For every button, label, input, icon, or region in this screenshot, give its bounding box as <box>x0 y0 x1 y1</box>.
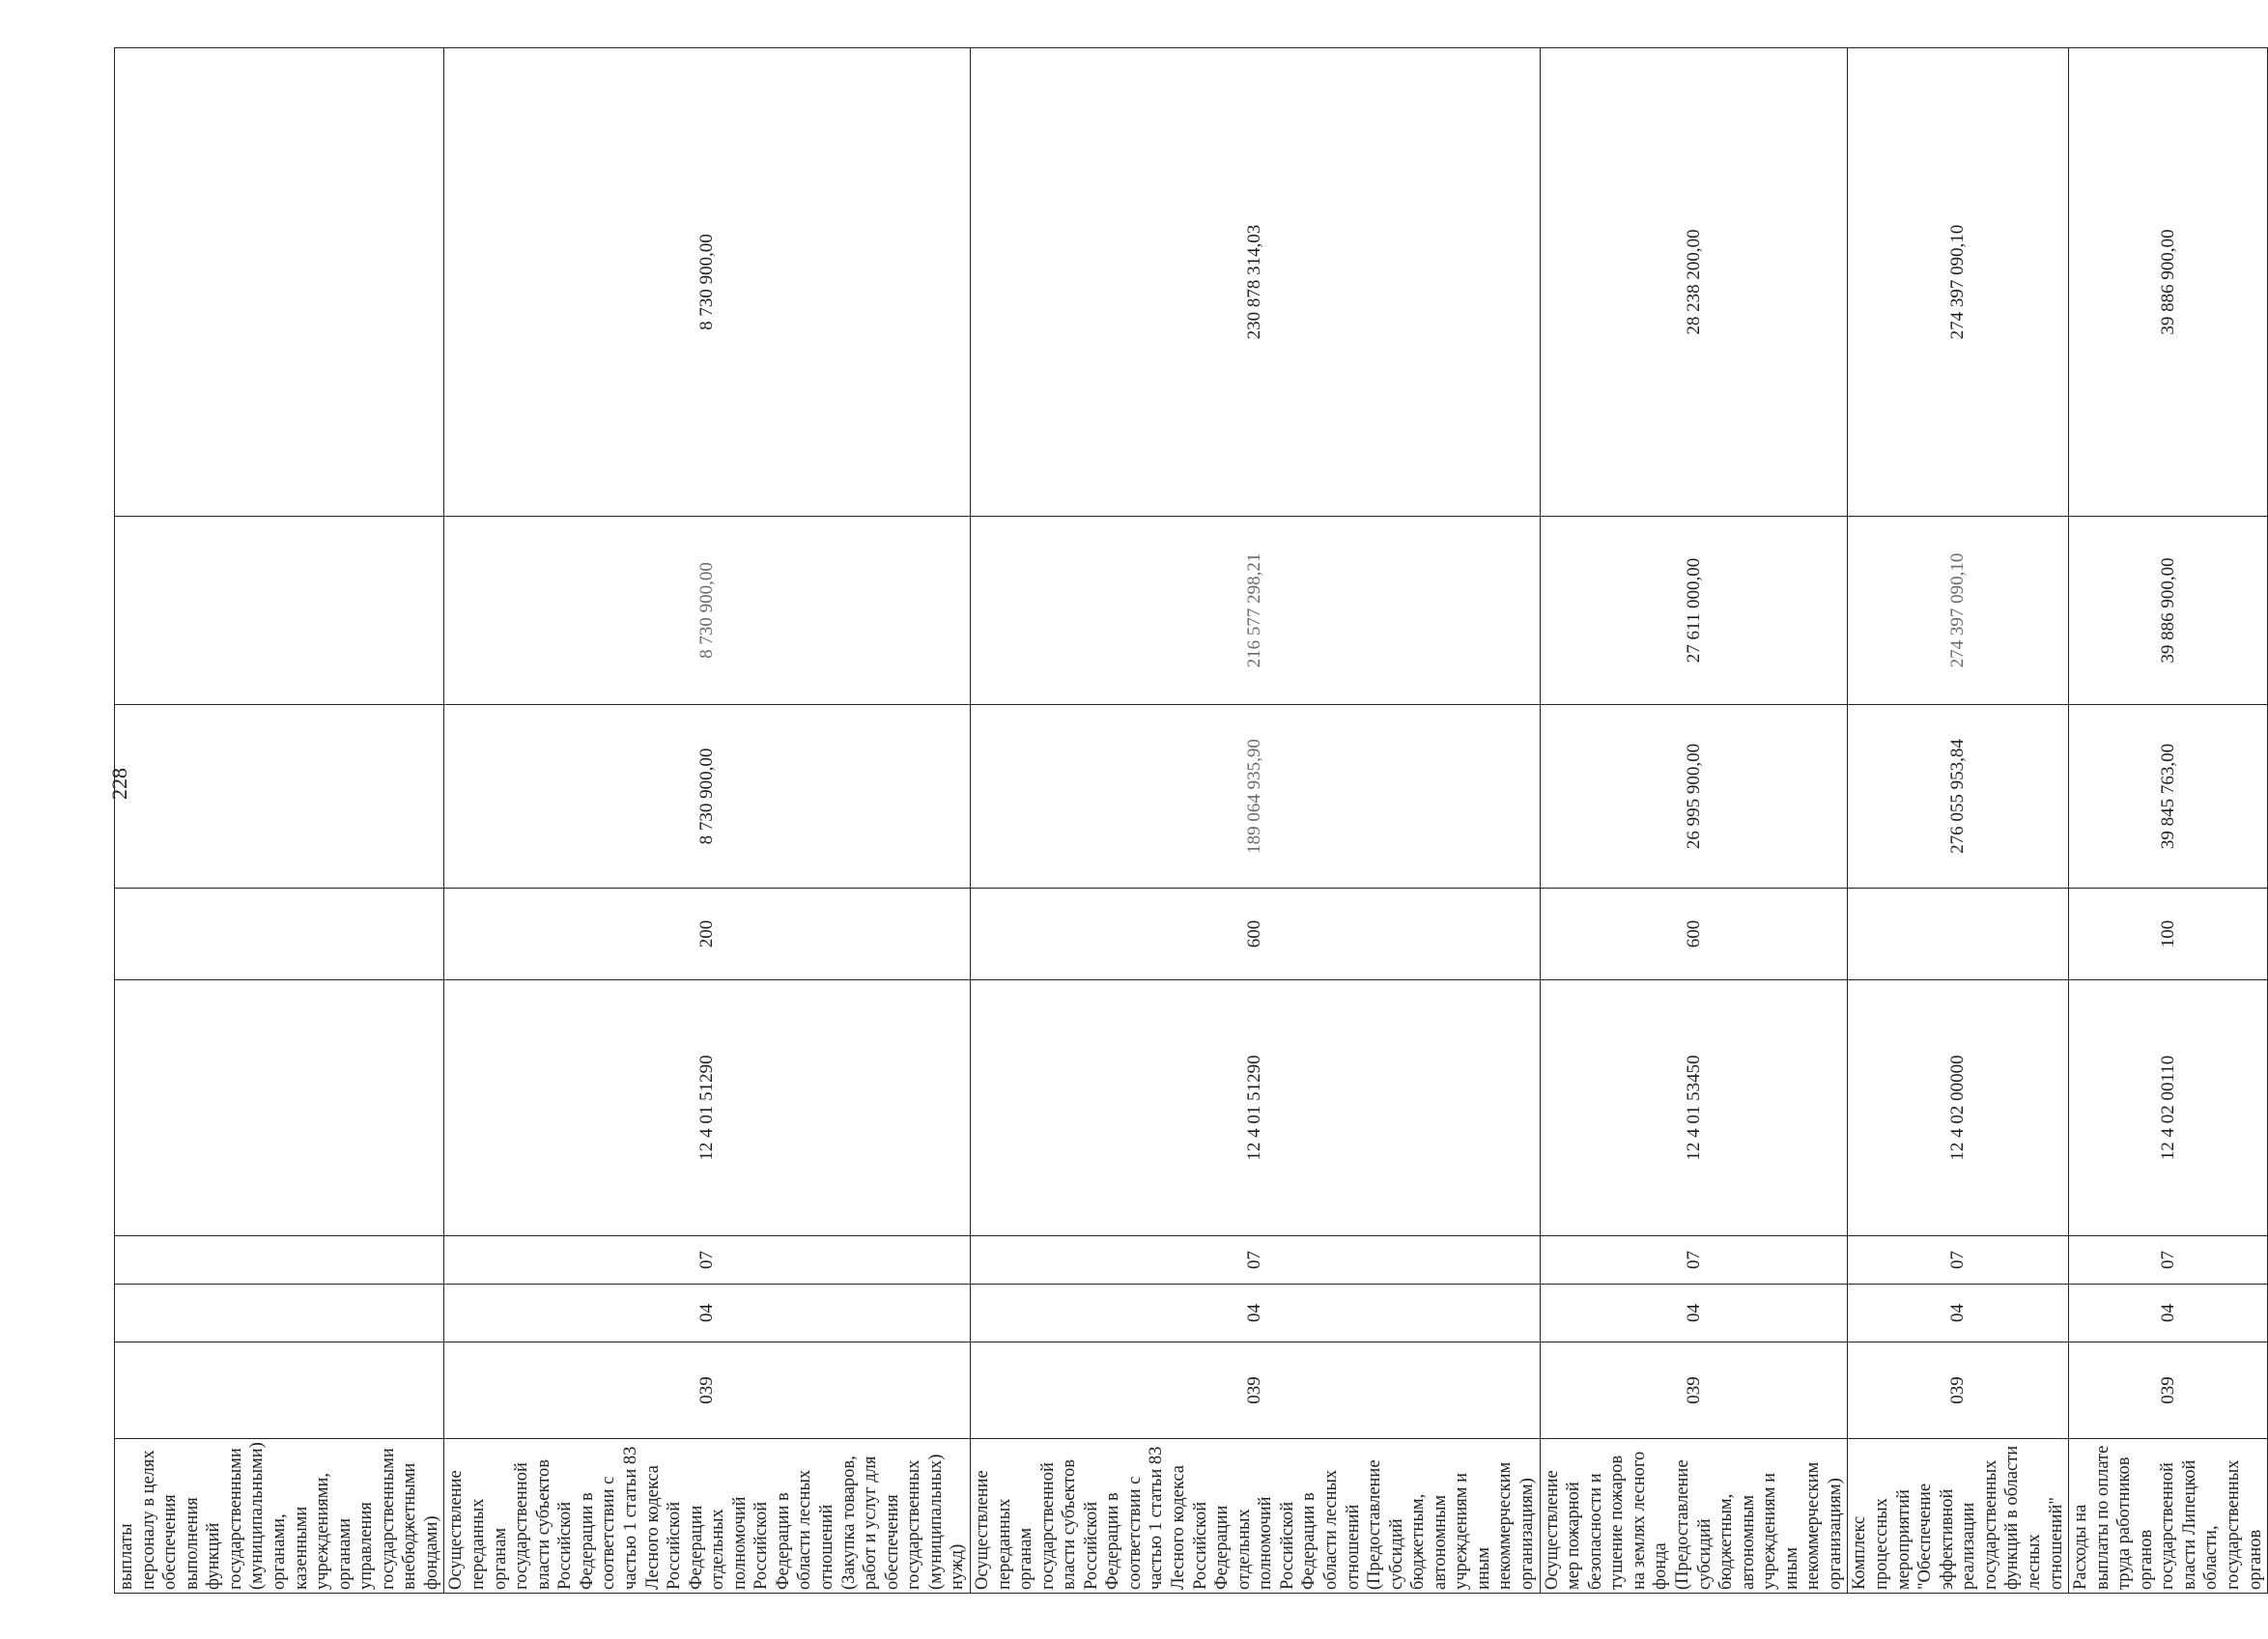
amount-year-2: 27 611 000,00 <box>1540 517 1848 705</box>
table-row <box>2069 48 2268 1594</box>
subsection-code: 07 <box>444 1236 971 1285</box>
table-row <box>970 48 1540 1594</box>
amount-year-3: 274 397 090,10 <box>1848 48 2069 517</box>
expense-type: 200 <box>444 889 971 980</box>
amount-year-2: 8 730 900,00 <box>444 517 971 705</box>
ministry-code: 039 <box>1848 1342 2069 1439</box>
expense-type: 600 <box>970 889 1540 980</box>
amount-year-3: 8 730 900,00 <box>444 48 971 517</box>
table-row <box>115 48 444 1594</box>
ministry-code: 039 <box>970 1342 1540 1439</box>
amount-year-2: 39 886 900,00 <box>2069 517 2268 705</box>
amount-year-1: 8 730 900,00 <box>444 705 971 889</box>
budget-table <box>114 47 2268 1594</box>
expense-type <box>115 889 444 980</box>
amount-year-2 <box>115 517 444 705</box>
table-row <box>1540 48 1848 1594</box>
expense-type: 600 <box>1540 889 1848 980</box>
table-row <box>444 48 971 1594</box>
target-article: 12 4 02 00110 <box>2069 980 2268 1236</box>
section-code: 04 <box>2069 1285 2268 1342</box>
amount-year-1: 189 064 935,90 <box>970 705 1540 889</box>
section-code: 04 <box>1848 1285 2069 1342</box>
amount-year-1: 26 995 900,00 <box>1540 705 1848 889</box>
row-description: Осуществление мер пожарной безопасности и тушение пожаров на землях лесного фонда (Предоставление субсидий бюджетным, автономным учреждениям и иным некоммерческим организациям) <box>1540 1439 1848 1594</box>
section-code: 04 <box>1540 1285 1848 1342</box>
amount-year-3 <box>115 48 444 517</box>
section-code: 04 <box>970 1285 1540 1342</box>
row-description: Расходы на выплаты по оплате труда работников органов государственной власти Липецкой области, государственных органов <box>2069 1439 2268 1594</box>
expense-type <box>1848 889 2069 980</box>
row-description: Комплекс процессных мероприятий "Обеспечение эффективной реализации государственных функций в области лесных отношений" <box>1848 1439 2069 1594</box>
subsection-code: 07 <box>1848 1236 2069 1285</box>
row-description: выплаты персоналу в целях обеспечения выполнения функций государственными (муниципальными) органами, казенными учреждениями, органами управления государственными внебюджетными фондами) <box>115 1439 444 1594</box>
target-article <box>115 980 444 1236</box>
row-description: Осуществление переданных органам государственной власти субъектов Российской Федерации в соответствии с частью 1 статьи 83 Лесного кодекса Российской Федерации отдельных полномочий Российской Федерации в области лесных отношений (Предоставление субсидий бюджетным, автономным учреждениям и иным некоммерческим организациям) <box>970 1439 1540 1594</box>
amount-year-3: 28 238 200,00 <box>1540 48 1848 517</box>
target-article: 12 4 01 51290 <box>444 980 971 1236</box>
ministry-code: 039 <box>2069 1342 2268 1439</box>
subsection-code: 07 <box>970 1236 1540 1285</box>
amount-year-1: 39 845 763,00 <box>2069 705 2268 889</box>
amount-year-3: 230 878 314,03 <box>970 48 1540 517</box>
amount-year-3: 39 886 900,00 <box>2069 48 2268 517</box>
amount-year-2: 216 577 298,21 <box>970 517 1540 705</box>
target-article: 12 4 02 00000 <box>1848 980 2069 1236</box>
subsection-code <box>115 1236 444 1285</box>
amount-year-1 <box>115 705 444 889</box>
expense-type: 100 <box>2069 889 2268 980</box>
target-article: 12 4 01 53450 <box>1540 980 1848 1236</box>
subsection-code: 07 <box>2069 1236 2268 1285</box>
row-description: Осуществление переданных органам государственной власти субъектов Российской Федерации в соответствии с частью 1 статьи 83 Лесного кодекса Российской Федерации отдельных полномочий Российской Федерации в области лесных отношений (Закупка товаров, работ и услуг для обеспечения государственных (муниципальных) нужд) <box>444 1439 971 1594</box>
ministry-code: 039 <box>444 1342 971 1439</box>
table-row <box>1848 48 2069 1594</box>
section-code: 04 <box>444 1285 971 1342</box>
ministry-code: 039 <box>1540 1342 1848 1439</box>
ministry-code <box>115 1342 444 1439</box>
target-article: 12 4 01 51290 <box>970 980 1540 1236</box>
page-number: 228 <box>107 768 131 800</box>
section-code <box>115 1285 444 1342</box>
amount-year-2: 274 397 090,10 <box>1848 517 2069 705</box>
amount-year-1: 276 055 953,84 <box>1848 705 2069 889</box>
subsection-code: 07 <box>1540 1236 1848 1285</box>
